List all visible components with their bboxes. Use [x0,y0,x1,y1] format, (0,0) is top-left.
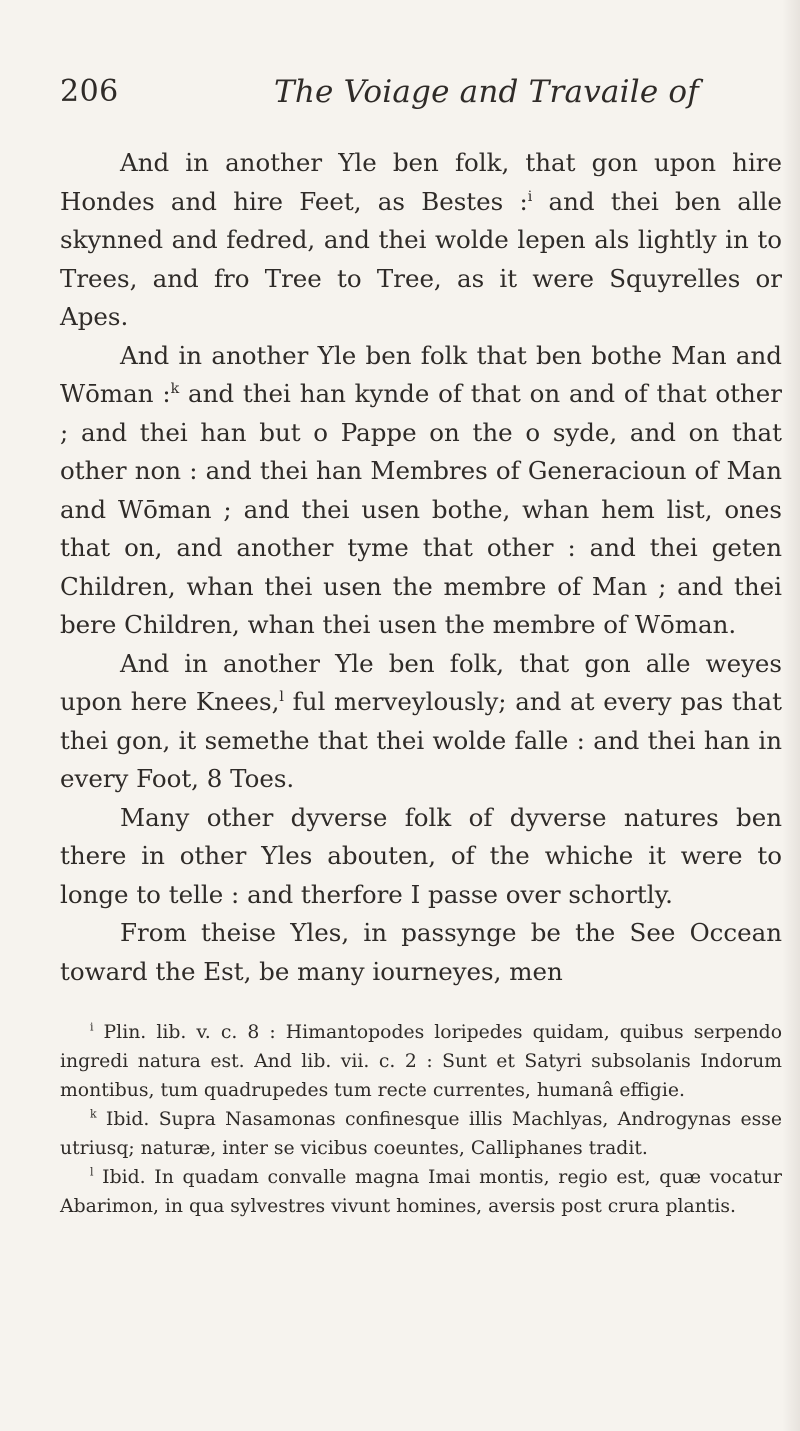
paragraph-text: ful merveylously; and at every pas that thei gon, it semethe that thei wolde falle : and thei han in every Foot, 8 Toes. [60,687,783,793]
footnote-text: Plin. lib. v. c. 8 : Himantopodes loripedes quidam, quibus serpendo ingredi natura est. And lib. vii. c. 2 : Sunt et Satyri subsolanis Indorum montibus, tum quadrupedes tum recte currentes, humanâ effigie. [60,1022,782,1101]
paragraph-text: and thei han kynde of that on and of that other ; and thei han but o Pappe on the o syde, and on that other non : and thei han Membres of Generacioun of Man and Wōman ; and thei usen bothe, whan hem list, ones that on, and another tyme that other : and thei geten Children, whan thei usen the membre of Man ; and thei bere Children, whan thei usen the membre of Wōman. [60,379,783,639]
paragraph [60,799,782,915]
footnote [60,1105,782,1163]
page-header [0,72,800,112]
footnote-ref: l [279,688,284,705]
footnote-marker: l [90,1165,94,1179]
paragraph-text: And in another Yle ben folk that ben bothe Man and Wōman : [60,340,782,408]
footnote-ref: i [527,188,533,205]
paragraph [60,337,782,645]
running-title: The Voiage and Travaile of [274,74,699,110]
footnotes [60,1018,782,1221]
paragraph-text: From theise Yles, in passynge be the See Occean toward the Est, be many iourneyes, men [60,918,782,986]
footnote-marker: k [90,1107,97,1121]
footnote [60,1163,782,1221]
body-text [60,144,782,991]
footnote-text: Ibid. In quadam convalle magna Imai montis, regio est, quæ vocatur Abarimon, in qua sylvestres vivunt homines, aversis post crura plantis. [60,1167,782,1217]
page-edge-shadow [782,0,800,1431]
footnote-marker: i [90,1020,94,1034]
footnote [60,1018,782,1105]
paragraph [60,645,782,799]
paragraph [60,144,782,337]
paragraph-text: And in another Yle ben folk, that gon upon hire Hondes and hire Feet, as Bestes : [60,148,782,216]
paragraph-text: and thei ben alle skynned and fedred, and thei wolde lepen als lightly in to Trees, and fro Tree to Tree, as it were Squyrelles or Apes. [60,186,782,331]
footnote-text: Ibid. Supra Nasamonas confinesque illis Machlyas, Androgynas esse utriusq; naturæ, inter se vicibus coeuntes, Calliphanes tradit. [60,1109,782,1159]
paragraph-text: Many other dyverse folk of dyverse natures ben there in other Yles abouten, of the whiche it were to longe to telle : and therfore I passe over schortly. [60,802,782,909]
paragraph-text: And in another Yle ben folk, that gon alle weyes upon here Knees, [60,648,782,716]
paragraph [60,914,782,991]
page-number: 206 [60,74,119,109]
footnote-ref: k [170,380,180,397]
